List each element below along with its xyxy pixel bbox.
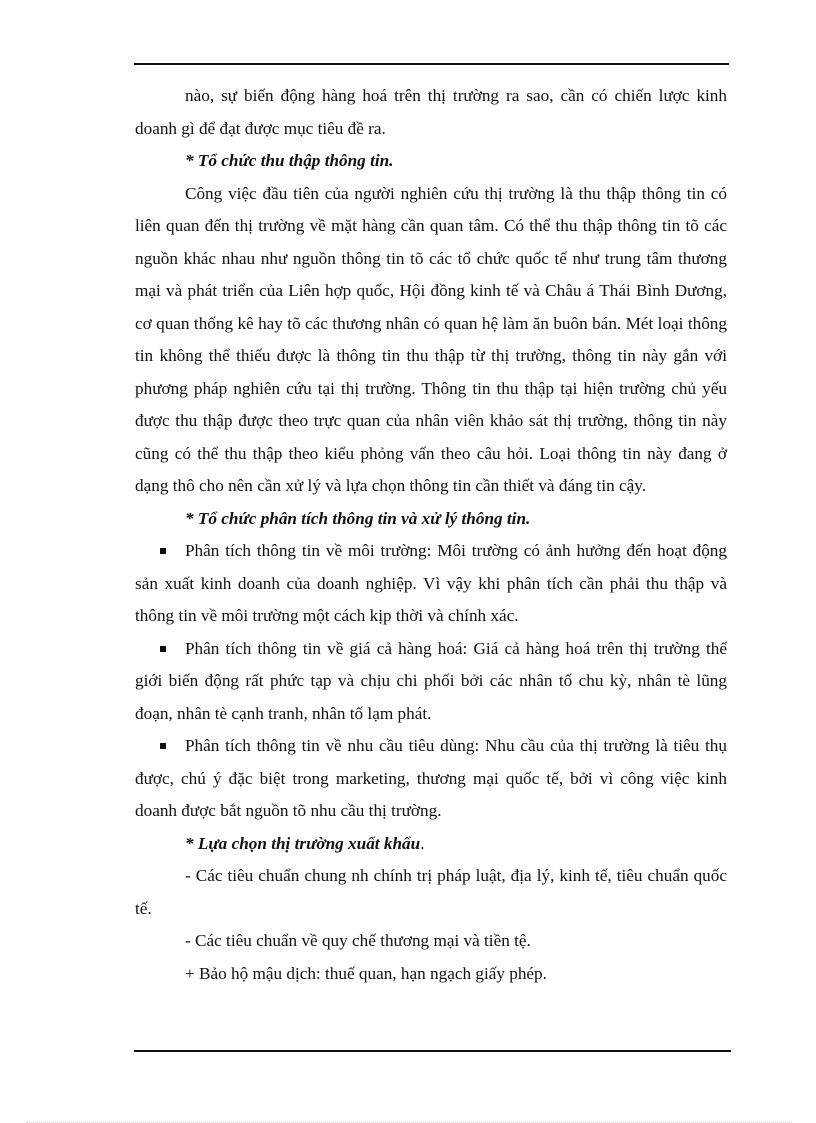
header-rule — [134, 63, 729, 65]
bullet-demand — [135, 730, 727, 828]
paragraph-intro: nào, sự biến động hàng hoá trên thị trường ra sao, cần có chiến lược kinh doanh gì để đạt được mục tiêu đề ra. — [135, 86, 727, 138]
square-bullet-icon — [160, 548, 166, 554]
bullet-environment-text: Phân tích thông tin về môi trường: Môi trường có ảnh hưởng đến hoạt động sản xuất kinh doanh của doanh nghiệp. Vì vậy khi phân tích cần phải thu thập và thông tin về môi trường một cách kịp thời và chính xác. — [135, 541, 727, 625]
heading-analyze-info: * Tổ chức phân tích thông tin và xử lý thông tin. — [185, 508, 531, 528]
heading-collect-info: * Tổ chức thu thập thông tin. — [185, 151, 394, 170]
plus-trade-protection: + Bảo hộ mậu dịch: thuế quan, hạn ngạch giấy phép. — [185, 963, 547, 983]
heading-period: . — [420, 833, 425, 853]
heading-select-market-text: * Lựa chọn thị trường xuất khẩu — [185, 833, 421, 853]
bullet-environment — [135, 535, 727, 633]
dash-general-criteria: - Các tiêu chuẩn chung nh chính trị pháp luật, địa lý, kinh tế, tiêu chuẩn quốc tế. — [135, 866, 727, 918]
square-bullet-icon — [160, 646, 166, 652]
dash-trade-criteria: - Các tiêu chuẩn về quy chế thương mại và tiền tệ. — [185, 931, 531, 950]
bullet-price — [135, 633, 727, 731]
bullet-price-text: Phân tích thông tin về giá cả hàng hoá: Giá cả hàng hoá trên thị trường thế giới biến động rất phức tạp và chịu chi phối bởi các nhân tố chu kỳ, nhân tè lũng đoạn, nhân tè cạnh tranh, nhân tố lạm phát. — [135, 638, 727, 723]
heading-select-market — [135, 828, 727, 861]
bullet-demand-text: Phân tích thông tin về nhu cầu tiêu dùng: Nhu cầu của thị trường là tiêu thụ được, chú ý đặc biệt trong marketing, thương mại quốc tế, bởi vì công việc kinh doanh được bắt nguồn tõ nhu cầu thị trường. — [135, 736, 727, 820]
page-body — [135, 80, 727, 990]
footer-rule — [134, 1050, 731, 1052]
square-bullet-icon — [160, 743, 166, 749]
paragraph-collect-info: Công việc đầu tiên của người nghiên cứu thị trường là thu thập thông tin có liên quan đến thị trường về mặt hàng cần quan tâm. Có thể thu thập thông tin tõ các nguồn khác nhau như nguồn thông tin tõ các tổ chức quốc tế như trung tâm thương mại và phát triển của Liên hợp quốc, Hội đồng kinh tế và Châu á Thái Bình Dương, cơ quan thống kê hay tõ các thương nhân có quan hệ làm ăn buôn bán. Mét loại thông tin không thể thiếu được là thông tin thu thập từ thị trường, thông tin này gắn với phương pháp nghiên cứu tại thị trường. Thông tin thu thập tại hiện trường chủ yếu được thu thập được theo trực quan của nhân viên khảo sát thị trường, thông tin này cũng có thể thu thập theo kiểu phỏng vấn theo câu hỏi. Loại thông tin này đang ở dạng thô cho nên cần xử lý và lựa chọn thông tin cần thiết và đáng tin cậy. — [135, 183, 727, 495]
